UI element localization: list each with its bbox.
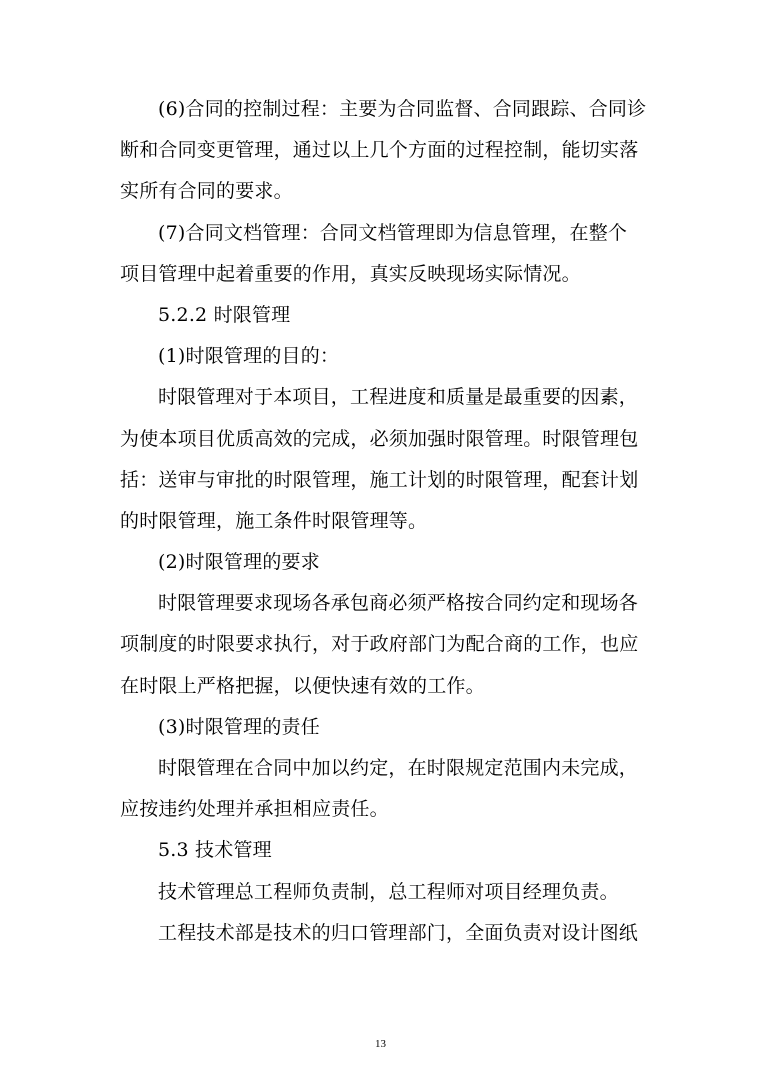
subheading-time-limit-purpose: (1)时限管理的目的： [158, 345, 340, 368]
subheading-time-limit-responsibility: (3)时限管理的责任 [158, 715, 320, 738]
subheading-time-limit-requirements: (2)时限管理的要求 [158, 551, 320, 574]
paragraph-technical-management-line-2: 工程技术部是技术的归口管理部门，全面负责对设计图纸 [158, 921, 639, 944]
section-heading-technical-management: 5.3 技术管理 [158, 839, 272, 862]
paragraph-time-limit-purpose-line-1: 时限管理对于本项目，工程进度和质量是最重要的因素， [158, 386, 639, 409]
paragraph-contract-docs-line-1: (7)合同文档管理：合同文档管理即为信息管理，在整个 [158, 221, 628, 244]
page-body [120, 89, 647, 954]
paragraph-technical-management-line-1: 技术管理总工程师负责制，总工程师对项目经理负责。 [158, 880, 619, 903]
paragraph-contract-docs-line-2: 项目管理中起着重要的作用，真实反映现场实际情况。 [120, 262, 581, 285]
section-heading-time-limit: 5.2.2 时限管理 [158, 303, 291, 326]
paragraph-time-limit-requirements-line-3: 在时限上严格把握，以便快速有效的工作。 [120, 674, 485, 697]
paragraph-contract-control-line-1: (6)合同的控制过程：主要为合同监督、合同跟踪、合同诊 [158, 98, 647, 120]
paragraph-contract-control-line-3: 实所有合同的要求。 [120, 180, 293, 203]
paragraph-time-limit-responsibility-line-2: 应按违约处理并承担相应责任。 [120, 798, 389, 821]
paragraph-time-limit-purpose-line-2: 为使本项目优质高效的完成，必须加强时限管理。时限管理包 [120, 427, 639, 450]
paragraph-time-limit-requirements-line-1: 时限管理要求现场各承包商必须严格按合同约定和现场各 [158, 592, 639, 615]
paragraph-time-limit-purpose-line-3: 括：送审与审批的时限管理，施工计划的时限管理，配套计划 [120, 468, 639, 491]
paragraph-contract-control-line-2: 断和合同变更管理，通过以上几个方面的过程控制，能切实落 [120, 139, 639, 162]
page-number: 13 [375, 1038, 386, 1050]
paragraph-time-limit-responsibility-line-1: 时限管理在合同中加以约定，在时限规定范围内未完成， [158, 757, 639, 779]
paragraph-time-limit-purpose-line-4: 的时限管理，施工条件时限管理等。 [120, 509, 428, 532]
paragraph-time-limit-requirements-line-2: 项制度的时限要求执行，对于政府部门为配合商的工作，也应 [120, 633, 639, 656]
